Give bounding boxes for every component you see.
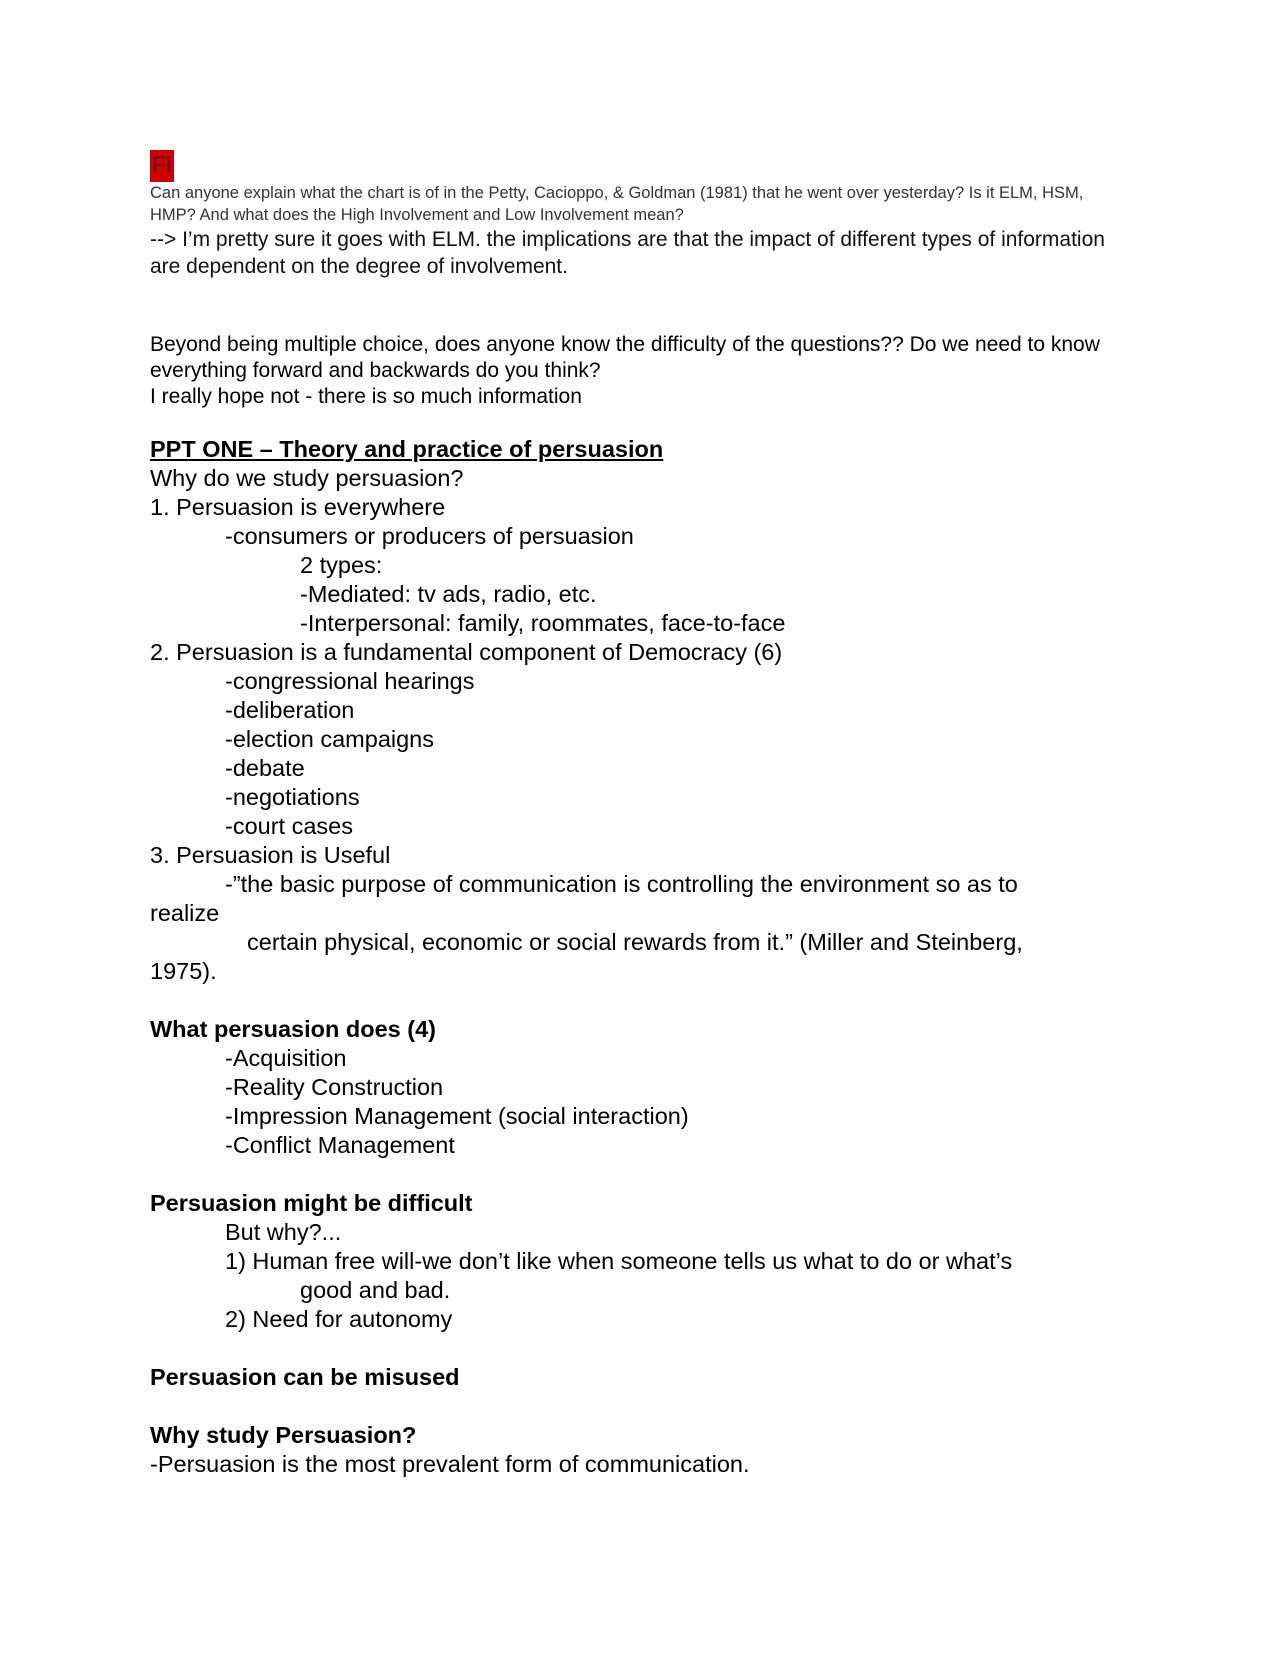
democracy-item: -debate [225,755,305,781]
why-question: Why do we study persuasion? [150,465,464,491]
highlighted-tag: FI [150,150,174,182]
quote-line: 1975). [150,958,217,984]
ppt-title: PPT ONE – Theory and practice of persuasion [150,436,664,462]
democracy-item: -negotiations [225,784,360,810]
type-item: -Interpersonal: family, roommates, face-to-face [300,610,786,636]
does-item: -Conflict Management [225,1132,455,1158]
reason-2: 2) Need for autonomy [225,1306,453,1332]
reason-1: 1) Human free will-we don’t like when someone tells us what to do or what’s [225,1248,1013,1274]
forum-question: Can anyone explain what the chart is of in the Petty, Cacioppo, & Goldman (1981) that he went over yesterday? Is it ELM, HSM, HMP? And what does the High Involvement and Low Involvement mean? [150,184,1084,224]
difficult-intro: But why?... [225,1219,342,1245]
point-2-title: 2. Persuasion is a fundamental component of Democracy (6) [150,639,783,665]
type-item: -Mediated: tv ads, radio, etc. [300,581,597,607]
democracy-item: -deliberation [225,697,355,723]
study-line: -Persuasion is the most prevalent form of communication. [150,1451,750,1477]
democracy-item: -election campaigns [225,726,434,752]
quote-line: -”the basic purpose of communication is controlling the environment so as to [225,871,1018,897]
study-heading: Why study Persuasion? [150,1422,417,1448]
difficulty-reply: I really hope not - there is so much information [150,385,582,408]
does-item: -Acquisition [225,1045,347,1071]
does-item: -Reality Construction [225,1074,444,1100]
point-3-title: 3. Persuasion is Useful [150,842,391,868]
types-label: 2 types: [300,552,383,578]
lecture-notes [150,435,1130,1479]
document-page [150,150,1130,1479]
reason-1-cont: good and bad. [300,1277,451,1303]
point-1-title: 1. Persuasion is everywhere [150,494,446,520]
difficulty-question: Beyond being multiple choice, does anyone know the difficulty of the questions?? Do we need to know everything forward and backwards do you think? [150,333,1100,382]
quote-line: certain physical, economic or social rewards from it.” (Miller and Steinberg, [247,929,1023,955]
does-item: -Impression Management (social interaction) [225,1103,689,1129]
does-heading: What persuasion does (4) [150,1016,436,1042]
forum-answer: --> I’m pretty sure it goes with ELM. the implications are that the impact of different types of information are dependent on the degree of involvement. [150,228,1105,278]
quote-line: realize [150,900,220,926]
misused-heading: Persuasion can be misused [150,1364,460,1390]
difficult-heading: Persuasion might be difficult [150,1190,473,1216]
point-1-sub: -consumers or producers of persuasion [225,523,634,549]
democracy-item: -congressional hearings [225,668,475,694]
democracy-item: -court cases [225,813,353,839]
